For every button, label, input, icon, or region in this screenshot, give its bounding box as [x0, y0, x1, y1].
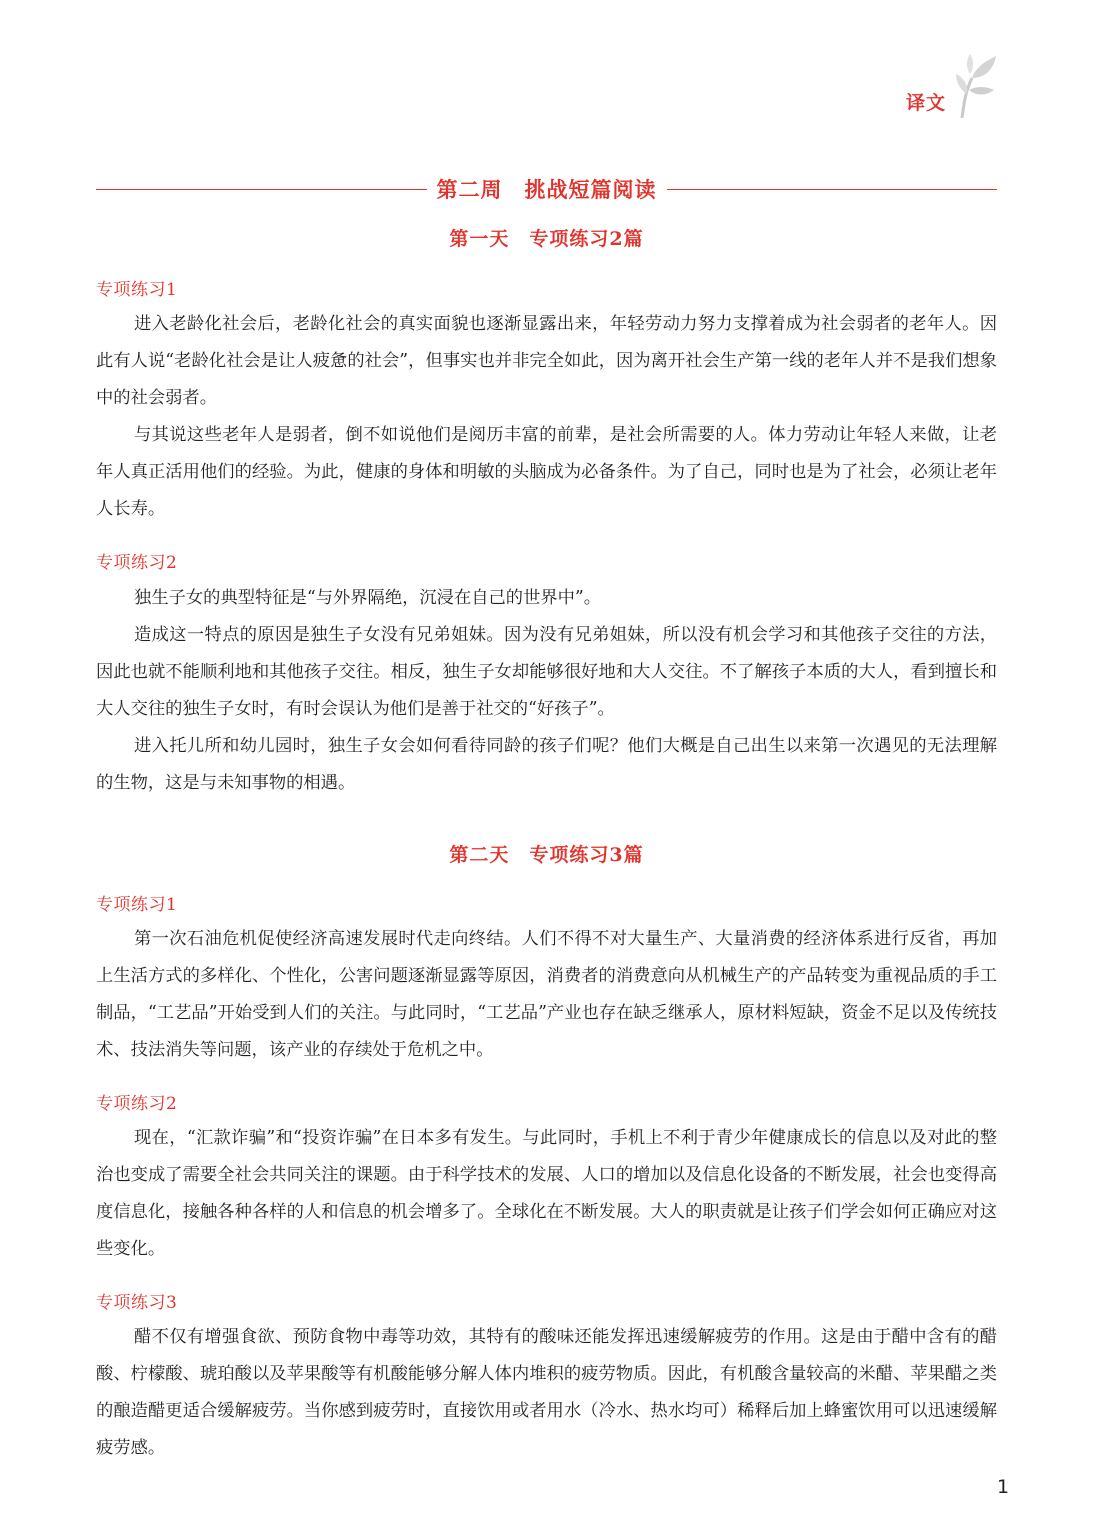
day1-ex1-para2: 与其说这些老年人是弱者，倒不如说他们是阅历丰富的前辈，是社会所需要的人。体力劳动让年轻人来做，让老年人真正活用他们的经验。为此，健康的身体和明敏的头脑成为必备条件。为了自己，同时也是为了社会，必须让老年人长寿。 [96, 425, 997, 519]
day1-ex1-para1: 进入老龄化社会后，老龄化社会的真实面貌也逐渐显露出来，年轻劳动力努力支撑着成为社会弱者的老年人。因此有人说“老龄化社会是让人疲惫的社会”，但事实也并非完全如此，因为离开社会生产第一线的老年人并不是我们想象中的社会弱者。 [96, 314, 997, 408]
leaf-plant-icon [950, 52, 1000, 120]
day2-ex3-para1: 醋不仅有增强食欲、预防食物中毒等功效，其特有的酸味还能发挥迅速缓解疲劳的作用。这是由于醋中含有的醋酸、柠檬酸、琥珀酸以及苹果酸等有机酸能够分解人体内堆积的疲劳物质。因此，有机酸含量较高的米醋、苹果醋之类的酿造醋更适合缓解疲劳。当你感到疲劳时，直接饮用或者用水（冷水、热水均可）稀释后加上蜂蜜饮用可以迅速缓解疲劳感。 [96, 1327, 997, 1458]
week-title: 第二周 挑战短篇阅读 [436, 178, 657, 202]
day2-title: 第二天 专项练习3篇 [449, 844, 644, 866]
day1-ex1-label: 专项练习1 [96, 280, 178, 300]
day2-ex1-para1: 第一次石油危机促使经济高速发展时代走向终结。人们不得不对大量生产、大量消费的经济体系进行反省，再加上生活方式的多样化、个性化，公害问题逐渐显露等原因，消费者的消费意向从机械生产的产品转变为重视品质的手工制品，“工艺品”开始受到人们的关注。与此同时，“工艺品”产业也存在缺乏继承人，原材料短缺，资金不足以及传统技术、技法消失等问题，该产业的存续处于危机之中。 [96, 929, 997, 1060]
week-header [96, 173, 997, 205]
page-number: 1 [997, 1476, 1010, 1498]
day1-title: 第一天 专项练习2篇 [449, 228, 644, 250]
section-label: 译文 [906, 92, 947, 114]
day2-ex1-label: 专项练习1 [96, 895, 178, 915]
day1-ex2-para3: 进入托儿所和幼儿园时，独生子女会如何看待同龄的孩子们呢？他们大概是自己出生以来第一次遇见的无法理解的生物，这是与未知事物的相遇。 [96, 736, 997, 793]
day2-ex2-label: 专项练习2 [96, 1094, 178, 1114]
right-rule [667, 189, 998, 190]
day1-ex2-para2: 造成这一特点的原因是独生子女没有兄弟姐妹。因为没有兄弟姐妹，所以没有机会学习和其他孩子交往的方法，因此也就不能顺利地和其他孩子交往。相反，独生子女却能够很好地和大人交往。不了解孩子本质的大人，看到擅长和大人交往的独生子女时，有时会误认为他们是善于社交的“好孩子”。 [96, 625, 997, 719]
day1-ex2-para1: 独生子女的典型特征是“与外界隔绝，沉浸在自己的世界中”。 [134, 588, 602, 608]
left-rule [96, 189, 427, 190]
day2-ex3-label: 专项练习3 [96, 1293, 178, 1313]
day2-ex2-para1: 现在，“汇款诈骗”和“投资诈骗”在日本多有发生。与此同时，手机上不利于青少年健康成长的信息以及对此的整治也变成了需要全社会共同关注的课题。由于科学技术的发展、人口的增加以及信息化设备的不断发展，社会也变得高度信息化，接触各种各样的人和信息的机会增多了。全球化在不断发展。大人的职责就是让孩子们学会如何正确应对这些变化。 [96, 1128, 997, 1259]
day1-ex2-label: 专项练习2 [96, 553, 178, 573]
